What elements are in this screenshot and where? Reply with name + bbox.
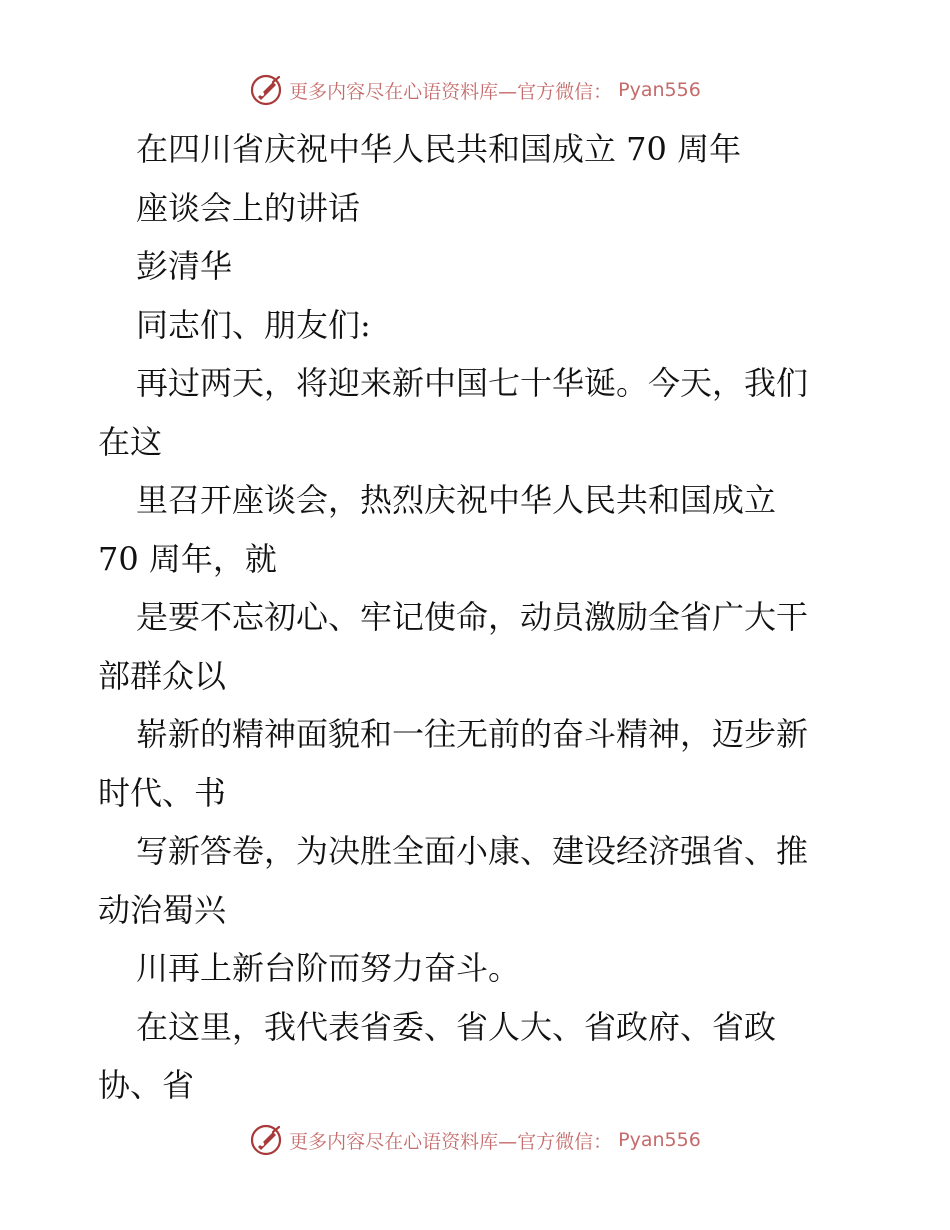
text-line: 里召开座谈会，热烈庆祝中华人民共和国成立 bbox=[136, 481, 777, 519]
text-line: 70 周年，就 bbox=[98, 539, 277, 578]
text-line: 座谈会上的讲话 bbox=[136, 188, 361, 227]
text-line: 部群众以 bbox=[98, 656, 227, 695]
header-banner-text: 更多内容尽在心语资料库—官方微信： bbox=[289, 80, 613, 103]
text-line: 川再上新台阶而努力奋斗。 bbox=[136, 949, 521, 987]
text-line: 在四川省庆祝中华人民共和国成立 70 周年 bbox=[136, 130, 742, 168]
footer-banner-wechat-id: Pyan556 bbox=[618, 1129, 701, 1151]
footer-banner-content bbox=[249, 1123, 701, 1157]
text-line: 动治蜀兴 bbox=[98, 890, 227, 929]
footer-banner bbox=[0, 1120, 950, 1160]
header-banner-wechat-id: Pyan556 bbox=[618, 79, 701, 101]
footer-banner-text: 更多内容尽在心语资料库—官方微信： bbox=[289, 1130, 613, 1153]
quill-pen-logo-icon bbox=[249, 1123, 283, 1157]
text-line: 同志们、朋友们: bbox=[136, 305, 371, 344]
quill-pen-logo-icon bbox=[249, 73, 283, 107]
text-line: 在这 bbox=[98, 422, 163, 461]
text-line: 再过两天，将迎来新中国七十华诞。今天，我们 bbox=[136, 364, 809, 402]
text-line: 协、省 bbox=[98, 1066, 195, 1104]
document-body bbox=[98, 120, 858, 1115]
text-line: 是要不忘初心、牢记使命，动员激励全省广大干 bbox=[136, 598, 809, 636]
text-line: 在这里，我代表省委、省人大、省政府、省政 bbox=[136, 1007, 777, 1046]
text-line: 崭新的精神面貌和一往无前的奋斗精神，迈步新 bbox=[136, 715, 809, 753]
text-line: 彭清华 bbox=[136, 247, 233, 285]
text-line: 写新答卷，为决胜全面小康、建设经济强省、推 bbox=[136, 832, 809, 870]
header-banner bbox=[0, 70, 950, 110]
text-line: 时代、书 bbox=[98, 773, 227, 812]
header-banner-content bbox=[249, 73, 701, 107]
